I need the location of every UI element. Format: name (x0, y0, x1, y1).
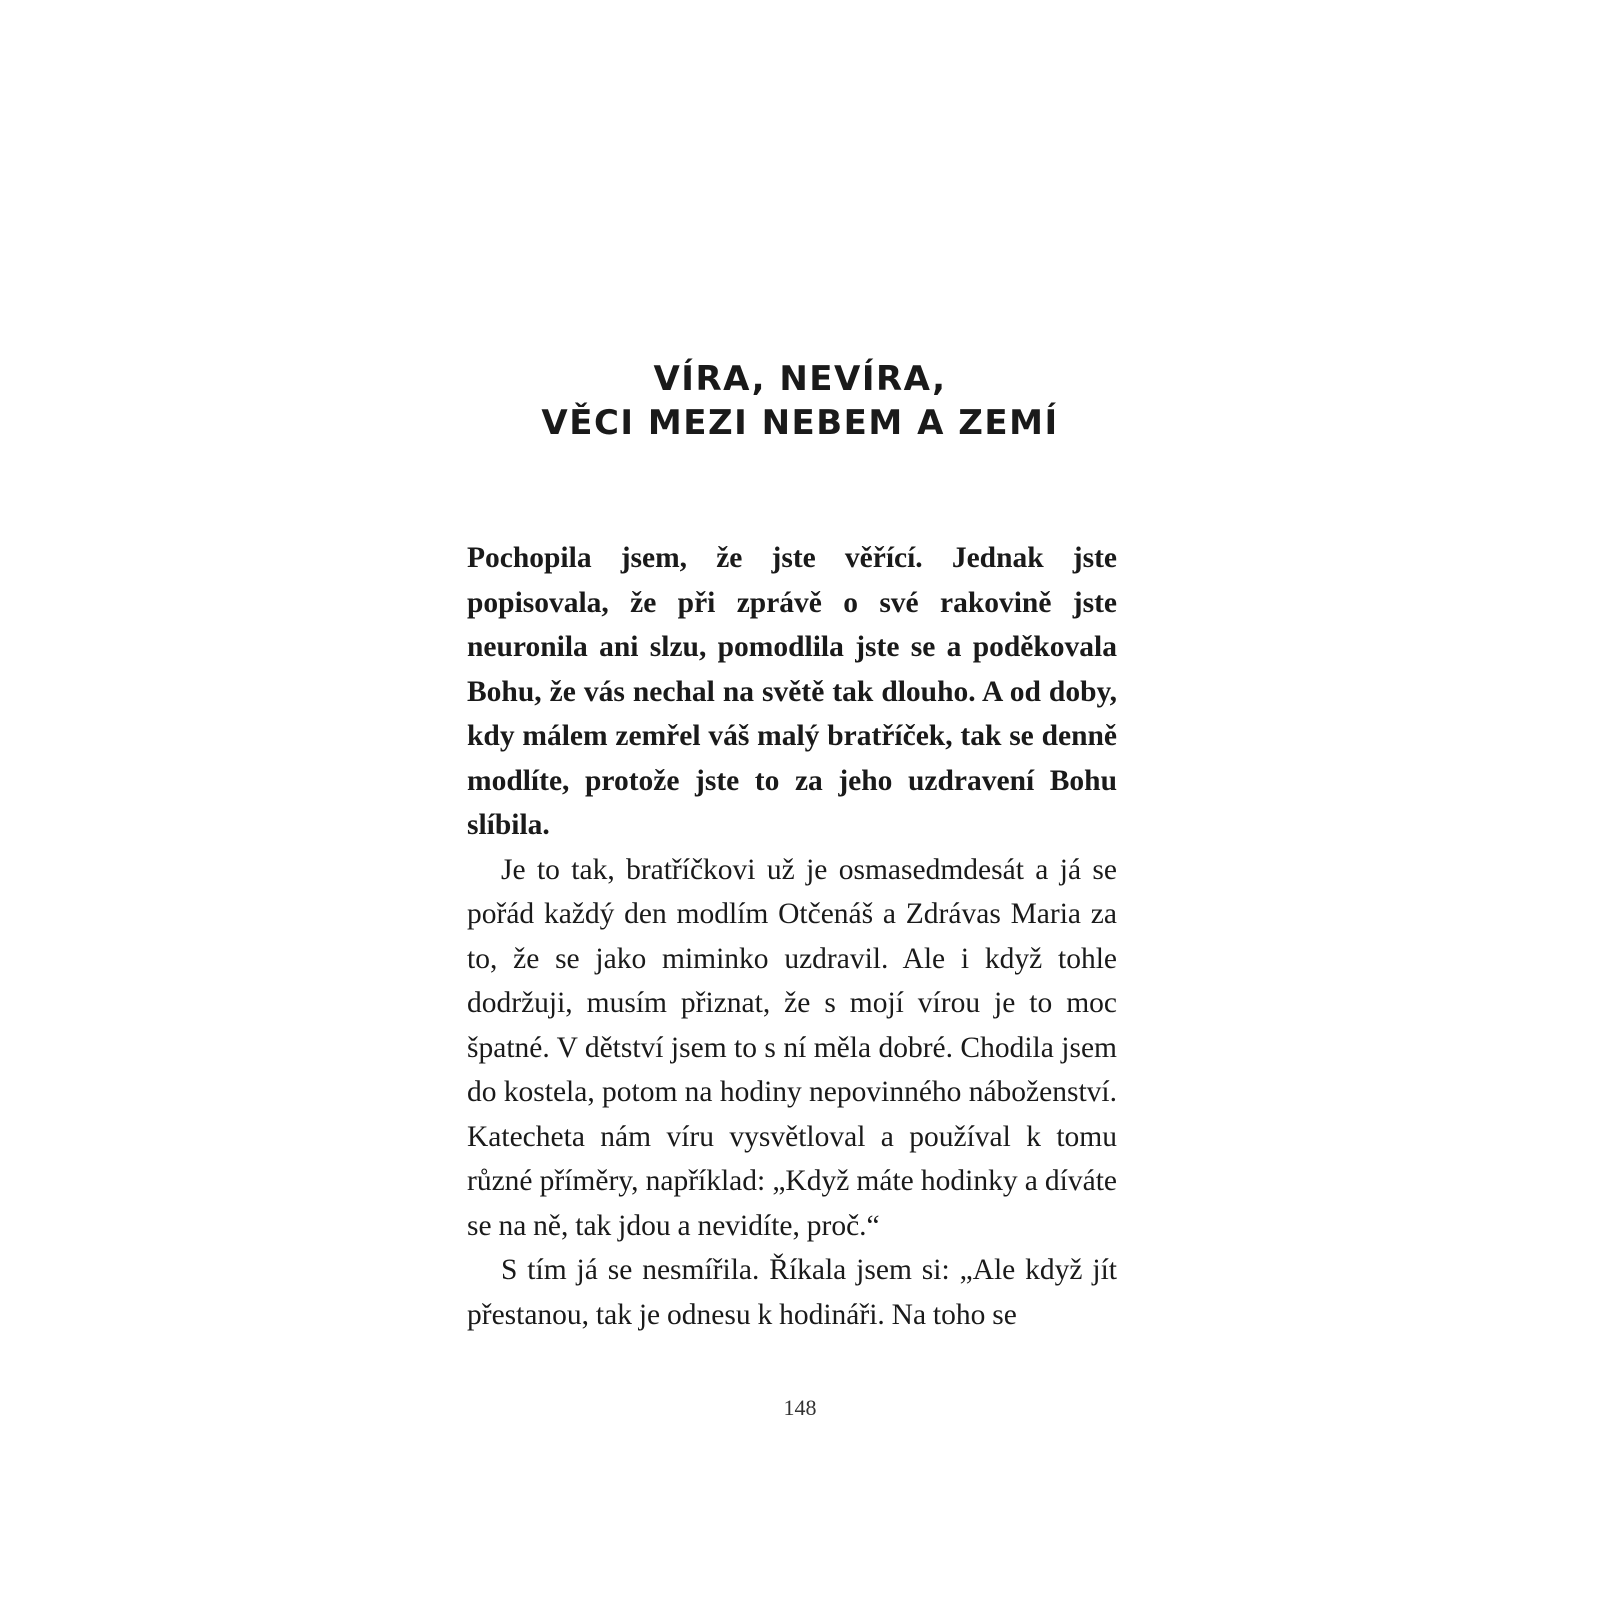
page-number: 148 (783, 1395, 817, 1420)
chapter-title (0, 357, 1600, 445)
interview-question: Pochopila jsem, že jste věřící. Jednak jste popisovala, že při zprávě o své rakovině jste neuronila ani slzu, pomodlila jste se a poděkovala Bohu, že vás nechal na světě tak dlouho. A od doby, kdy málem zemřel váš malý bratříček, tak se denně modlíte, protože jste to za jeho uzdravení Bohu slíbila. (467, 542, 1117, 841)
chapter-title-line-2: VĚCI MEZI NEBEM A ZEMÍ (541, 403, 1059, 443)
answer-paragraph-1: Je to tak, bratříčkovi už je osmasedmdesát a já se pořád každý den modlím Otčenáš a Zdrávas Maria za to, že se jako miminko uzdravil. Ale i když tohle dodržuji, musím přiznat, že s mojí vírou je to moc špatné. V dětství jsem to s ní měla dobré. Chodila jsem do kostela, potom na hodiny nepovinného náboženství. Katecheta nám víru vysvětloval a používal k tomu různé příměry, například: „Když máte hodinky a díváte se na ně, tak jdou a nevidíte, proč.“ (467, 853, 1117, 1242)
answer-paragraph-2: S tím já se nesmířila. Říkala jsem si: „Ale když jít přestanou, tak je odnesu k hodináři. Na toho se (467, 1254, 1117, 1331)
body-text (467, 536, 1117, 1337)
chapter-title-line-1: VÍRA, NEVÍRA, (653, 359, 947, 399)
